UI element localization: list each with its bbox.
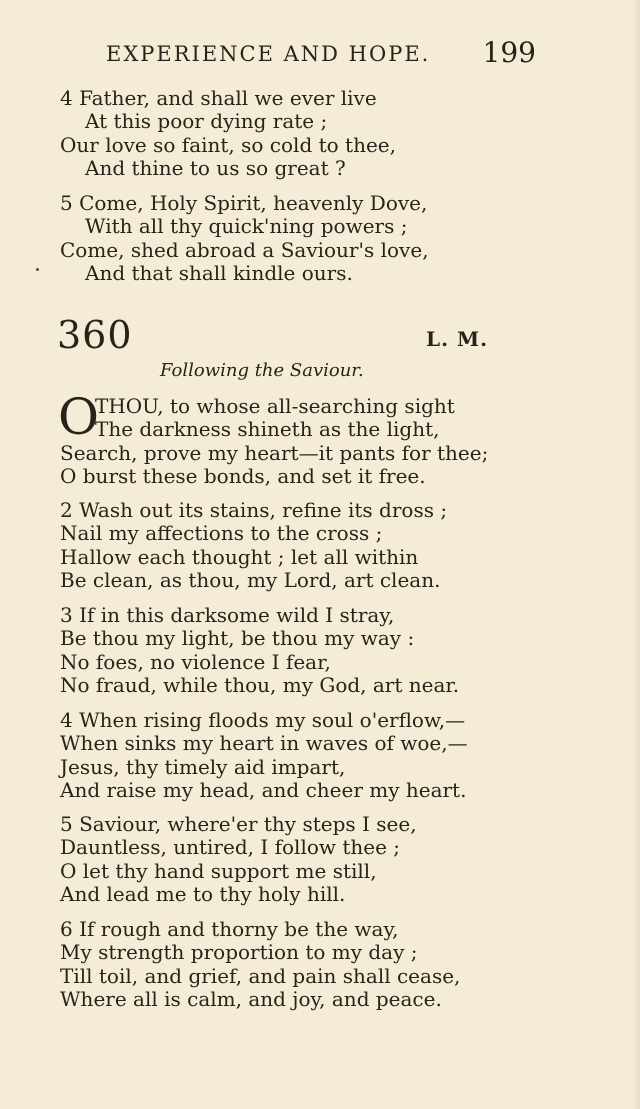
verse-line: Come, shed abroad a Saviour's love, [60, 237, 429, 262]
verse-line: Till toil, and grief, and pain shall cease, [60, 963, 461, 988]
verse-line: 3 If in this darksome wild I stray, [60, 603, 395, 627]
stanza-2 [60, 499, 530, 592]
verse-line: With all thy quick'ning powers ; [85, 214, 408, 239]
verse-line: Hallow each thought ; let all within [60, 544, 419, 569]
hymn-number: 360 [57, 313, 133, 357]
verse-line: Jesus, thy timely aid impart, [60, 754, 346, 779]
running-header [106, 36, 536, 70]
stanza-3 [60, 604, 530, 697]
verse-line: Be thou my light, be thou my way : [60, 626, 415, 651]
stanza-5 [60, 813, 530, 906]
verse-line: 2 Wash out its stains, refine its dross ; [60, 498, 448, 522]
section-title: EXPERIENCE AND HOPE. [106, 42, 431, 66]
verse-line: No foes, no violence I fear, [60, 649, 331, 674]
verse-line: And that shall kindle ours. [85, 260, 353, 285]
verse-line: O let thy hand support me still, [60, 858, 377, 883]
verse-line: Dauntless, untired, I follow thee ; [60, 835, 401, 860]
verse-line: 4 When rising floods my soul o'erflow,— [60, 708, 466, 732]
verse-line: Be clean, as thou, my Lord, art clean. [60, 567, 441, 592]
verse-line: 6 If rough and thorny be the way, [60, 917, 399, 941]
verse-line: And thine to us so great ? [85, 155, 346, 180]
verse-line: When sinks my heart in waves of woe,— [60, 731, 468, 756]
ink-speck [36, 268, 39, 271]
verse-line: Our love so faint, so cold to thee, [60, 132, 396, 157]
drop-cap: O [58, 388, 99, 446]
page-edge [632, 0, 640, 1109]
verse-line: 5 Saviour, where'er thy steps I see, [60, 812, 417, 836]
verse-line: Search, prove my heart—it pants for thee; [60, 440, 489, 465]
verse-line: Where all is calm, and joy, and peace. [60, 986, 442, 1011]
page-number: 199 [482, 36, 536, 69]
hymn-meter: L. M. [426, 327, 489, 351]
stanza-6 [60, 918, 530, 1011]
verse-line: And lead me to thy holy hill. [60, 881, 346, 906]
verse-line: The darkness shineth as the light, [95, 417, 440, 442]
verse-line: Nail my affections to the cross ; [60, 521, 383, 546]
prev-stanza-4 [60, 87, 530, 180]
verse-line: 4 Father, and shall we ever live [60, 86, 377, 110]
verse-line: THOU, to whose all-searching sight [95, 394, 455, 418]
stanza-4 [60, 709, 530, 802]
verse-line: At this poor dying rate ; [85, 109, 328, 134]
prev-stanza-5 [60, 192, 530, 285]
hymn-title: Following the Saviour. [160, 360, 364, 381]
verse-line: O burst these bonds, and set it free. [60, 463, 426, 488]
verse-line: No fraud, while thou, my God, art near. [60, 672, 460, 697]
verse-line: And raise my head, and cheer my heart. [60, 777, 467, 802]
verse-line: 5 Come, Holy Spirit, heavenly Dove, [60, 191, 428, 215]
stanza-1 [60, 395, 540, 488]
verse-line: My strength proportion to my day ; [60, 940, 418, 965]
